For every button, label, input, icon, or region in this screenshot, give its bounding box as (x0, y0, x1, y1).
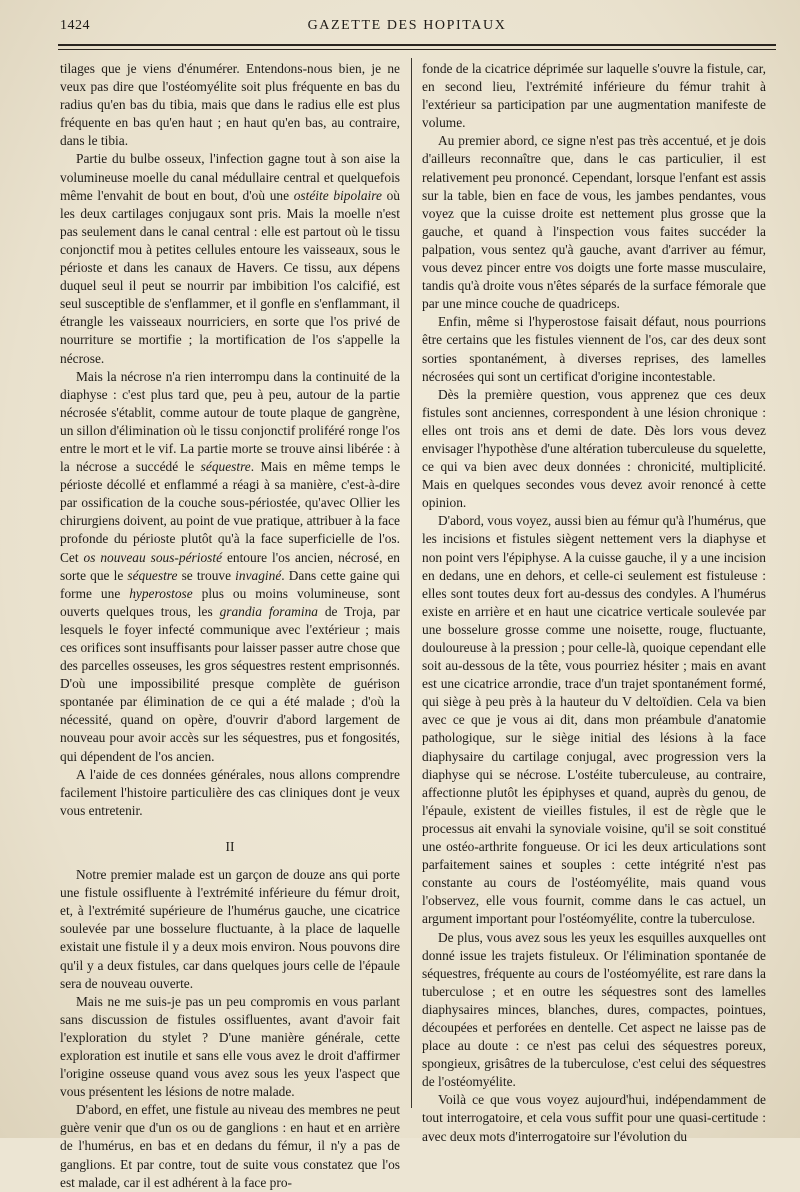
section-number: II (225, 838, 235, 854)
page-number: 1424 (60, 18, 90, 33)
paragraph: Mais la nécrose n'a rien interrompu dans la continuité de la diaphyse : c'est plus tard que, peu à peu, autour de la partie nécrosée s'établit, comme autour de toute plaque de gangrène, un sillon d'élimination où le tissu conjonctif proliféré ronge l'os entre le mort et le vif. La partie morte se trouve ainsi libérée : à la nécrose a succédé le séquestre. Mais en même temps le périoste décollé et enflammé a réagi à sa manière, c'est-à-dire par ossification de la couche sous-périostée, qu'avec Ollier les chirurgiens doivent, au point de vue pratique, attribuer à la face profonde du périoste plutôt qu'à la face superficielle de l'os. Cet os nouveau sous-périosté entoure l'os ancien, nécrosé, en sorte que le séquestre se trouve invaginé. Dans cette gaine qui forme une hyperostose plus ou moins volumineuse, sont ouverts quelques trous, les grandia foramina de Troja, par lesquels le foyer infecté communique avec l'extérieur ; mais ces orifices sont insuffisants pour laisser passer autre chose que des parcelles osseuses, les gros séquestres restent emprisonnés. D'où une impossibilité presque complète de guérison spontanée par élimination de ce qui a été malade ; d'où la nécessité, quand on opère, d'ouvrir d'abord largement de nouveau pour avoir accès sur les séquestres, pus et fongosités, qui dépendent de l'os ancien. (60, 368, 401, 764)
paragraph: D'abord, en effet, une fistule au niveau des membres ne peut guère venir que d'un os ou de ganglions : en haut et en arrière de l'humérus, en bas et en dedans du fémur, il n'y a pas de ganglions. Et par contre, tout de suite vous constatez que l'os est malade, car il est adhérent à la face pro- (60, 1102, 400, 1190)
column-divider (411, 58, 412, 1108)
page-header (34, 16, 780, 38)
paragraph: fonde de la cicatrice déprimée sur laquelle s'ouvre la fistule, car, en second lieu, l'extrémité inférieure du fémur trahit à l'extérieur sa participation par une augmentation manifeste de volume. (422, 61, 766, 131)
paragraph: A l'aide de ces données générales, nous allons comprendre facilement l'histoire particulière des cas cliniques dont je veux vous entretenir. (60, 766, 400, 818)
paragraph: Dès la première question, vous apprenez que ces deux fistules sont anciennes, correspondent à une lésion chronique : elles ont trois ans et demi de date. Dès lors vous devez envisager l'hypothèse d'une altération tuberculeuse du squelette, ce qui va bien avec deux données : chronicité, multiplicité. Mais en quelques secondes vous devez avoir renoncé à cette opinion. (422, 386, 766, 511)
header-rule-thin (58, 49, 776, 50)
header-rule-thick (58, 44, 776, 46)
left-column (60, 60, 400, 1192)
right-column (422, 60, 766, 1146)
paragraph: Voilà ce que vous voyez aujourd'hui, indépendamment de tout interrogatoire, et cela vous suffit pour une quasi-certitude : avec deux mots d'interrogatoire sur l'évolution du (422, 1092, 766, 1144)
paragraph: Mais ne me suis-je pas un peu compromis en vous parlant sans discussion de fistules ossifluentes, avant d'avoir fait l'exploration du stylet ? D'une manière générale, cette exploration est inutile et sans elle vous avez le droit d'affirmer l'origine osseuse quand vous avez sous les yeux l'aspect que vous présentent les lésions de notre malade. (60, 993, 400, 1100)
running-title: GAZETTE DES HOPITAUX (307, 18, 507, 33)
paragraph: D'abord, vous voyez, aussi bien au fémur qu'à l'humérus, que les incisions et fistules siègent nettement vers la diaphyse et non point vers l'épiphyse. A la cuisse gauche, il y a une incision en dedans, une en dehors, et celle-ci seulement est fistuleuse : elles sont toutes deux fort au-dessus des condyles. A l'humérus existe en arrière et en haut une cicatrice verticale soulevée par une bosselure grosse comme une noisette, rouge, fluctuante, douloureuse à la pression ; pour celle-là, quoique cependant elle soit au-dessous de la tête, vous pourriez hésiter ; mais en avant est une cicatrice arrondie, trace d'un trajet spontanément formé, qui siège à peu près à la hauteur du V deltoïdien. Cela va bien avec ce que je vous ai dit, dans mon préambule d'anatomie pathologique, sur le siège initial des lésions à la face diaphysaire du cartilage conjugal, avec progression vers la diaphyse qui se nécrose. L'ostéite tuberculeuse, au contraire, affectionne plutôt les épiphyses et quand, auprès du genou, de l'épaule, existent de vieilles fistules, il est de règle que le processus ait envahi la synoviale voisine, qu'il se soit constitué une ostéo-arthrite fongueuse. Or ici les deux articulations sont parfaitement saines et souples : cette intégrité n'est pas constante au cours de l'ostéomyélite, mais quand vous l'observez, elle vous fournit, comme dans le cas actuel, un argument important pour l'ostéomyélite, contre la tuberculose. (422, 513, 766, 927)
paragraph: Enfin, même si l'hyperostose faisait défaut, nous pourrions être certains que les fistules viennent de l'os, car des deux sont sorties spontanément, à diverses reprises, des lamelles nécrosées qui sont un certificat d'origine incontestable. (422, 314, 766, 384)
paragraph: Notre premier malade est un garçon de douze ans qui porte une fistule ossifluente à l'extrémité inférieure du fémur droit, et, à l'extrémité supérieure de l'humérus gauche, une cicatrice soulevée par une bosselure fluctuante, à la place de laquelle existait une fistule il y a deux mois environ. Nous pouvons dire qu'il y a deux fistules, car dans quelques jours celle de l'épaule sera de nouveau ouverte. (60, 867, 400, 991)
paragraph: Au premier abord, ce signe n'est pas très accentué, et je dois d'ailleurs reconnaître que, dans le cas particulier, il est relativement peu prononcé. Cependant, lorsque l'enfant est assis sur la table, bien en face de vous, les jambes pendantes, vous voyez que la cuisse droite est nettement plus grosse que la gauche, et quand à l'inspection vous faites succéder la palpation, vous sentez qu'à gauche, avant d'arriver au fémur, vous devez pincer entre vos doigts une forte masse musculaire, tandis qu'à droite vous n'êtes séparés de la surface fémorale que par une mince couche de quadriceps. (422, 133, 766, 312)
paragraph: tilages que je viens d'énumérer. Entendons-nous bien, je ne veux pas dire que l'ostéomyélite soit plus fréquente en bas du radius qu'en bas du tibia, mais que dans le radius elle est plus fréquente en bas qu'en haut ; en haut qu'en bas, au contraire, dans le tibia. (60, 61, 400, 149)
paragraph: De plus, vous avez sous les yeux les esquilles auxquelles ont donné issue les trajets fistuleux. Or l'élimination spontanée de séquestres, fréquente au cours de l'ostéomyélite, est rare dans la tuberculose ; et en outre les séquestres sont des lamelles diaphysaires minces, blanches, dures, compactes, pointues, découpées et perforées en dentelle. Cet aspect ne laisse pas de place au doute : ce n'est pas celui des séquestres poreux, spongieux, grisâtres de la tuberculose, c'est celui des séquestres de l'ostéomyélite. (422, 929, 766, 1090)
paragraph: Partie du bulbe osseux, l'infection gagne tout à son aise la volumineuse moelle du canal médullaire central et quelquefois même l'envahit de bout en bout, d'où une ostéite bipolaire où les deux cartilages conjugaux sont pris. Mais la moelle n'est pas seulement dans le canal central : elle est partout où le tissu conjonctif mou à petites cellules entoure les vaisseaux, sous le périoste et dans les canaux de Havers. Ce tissu, aux dépens duquel seul il peut se nourrir par imbibition l'os calcifié, est seul susceptible de s'enflammer, et il gonfle en s'enflammant, il étrangle les vaisseaux nourriciers, en sorte que l'os privé de nourriture se mortifie ; la mortification de l'os s'appelle la nécrose. (60, 151, 400, 366)
